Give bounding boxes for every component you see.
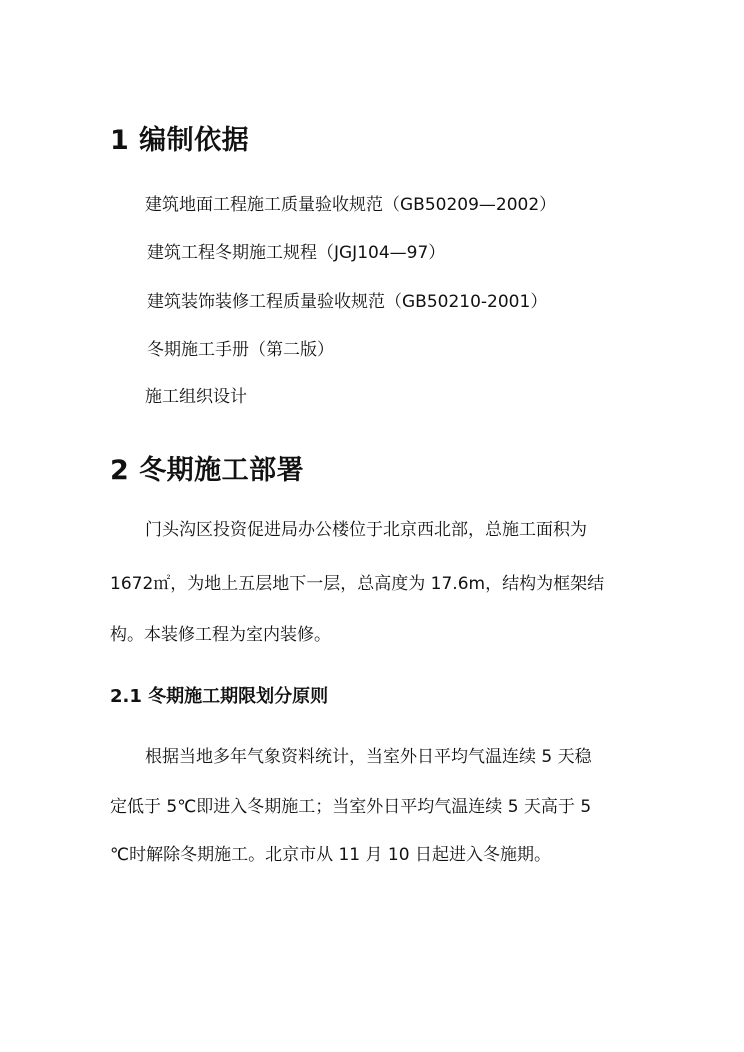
reference-item: 建筑装饰装修工程质量验收规范（GB50210-2001） — [147, 292, 548, 312]
paragraph-line: 构。本装修工程为室内装修。 — [110, 625, 331, 645]
reference-item: 建筑地面工程施工质量验收规范（GB50209—2002） — [145, 195, 557, 215]
paragraph-line: 1672㎡，为地上五层地下一层，总高度为 17.6m，结构为框架结 — [110, 574, 605, 594]
section-1-heading: 1 编制依据 — [110, 125, 250, 156]
subsection-2-1-heading: 2.1 冬期施工期限划分原则 — [110, 686, 329, 707]
section-2-heading: 2 冬期施工部署 — [110, 455, 305, 486]
paragraph-line: 定低于 5℃即进入冬期施工；当室外日平均气温连续 5 天高于 5 — [110, 797, 592, 817]
reference-item: 冬期施工手册（第二版） — [147, 340, 334, 360]
paragraph-line: 门头沟区投资促进局办公楼位于北京西北部，总施工面积为 — [145, 520, 587, 540]
paragraph-line: 根据当地多年气象资料统计，当室外日平均气温连续 5 天稳 — [145, 747, 592, 767]
reference-item: 建筑工程冬期施工规程（JGJ104—97） — [147, 243, 446, 263]
paragraph-line: ℃时解除冬期施工。北京市从 11 月 10 日起进入冬施期。 — [110, 845, 551, 865]
reference-item: 施工组织设计 — [145, 387, 247, 407]
